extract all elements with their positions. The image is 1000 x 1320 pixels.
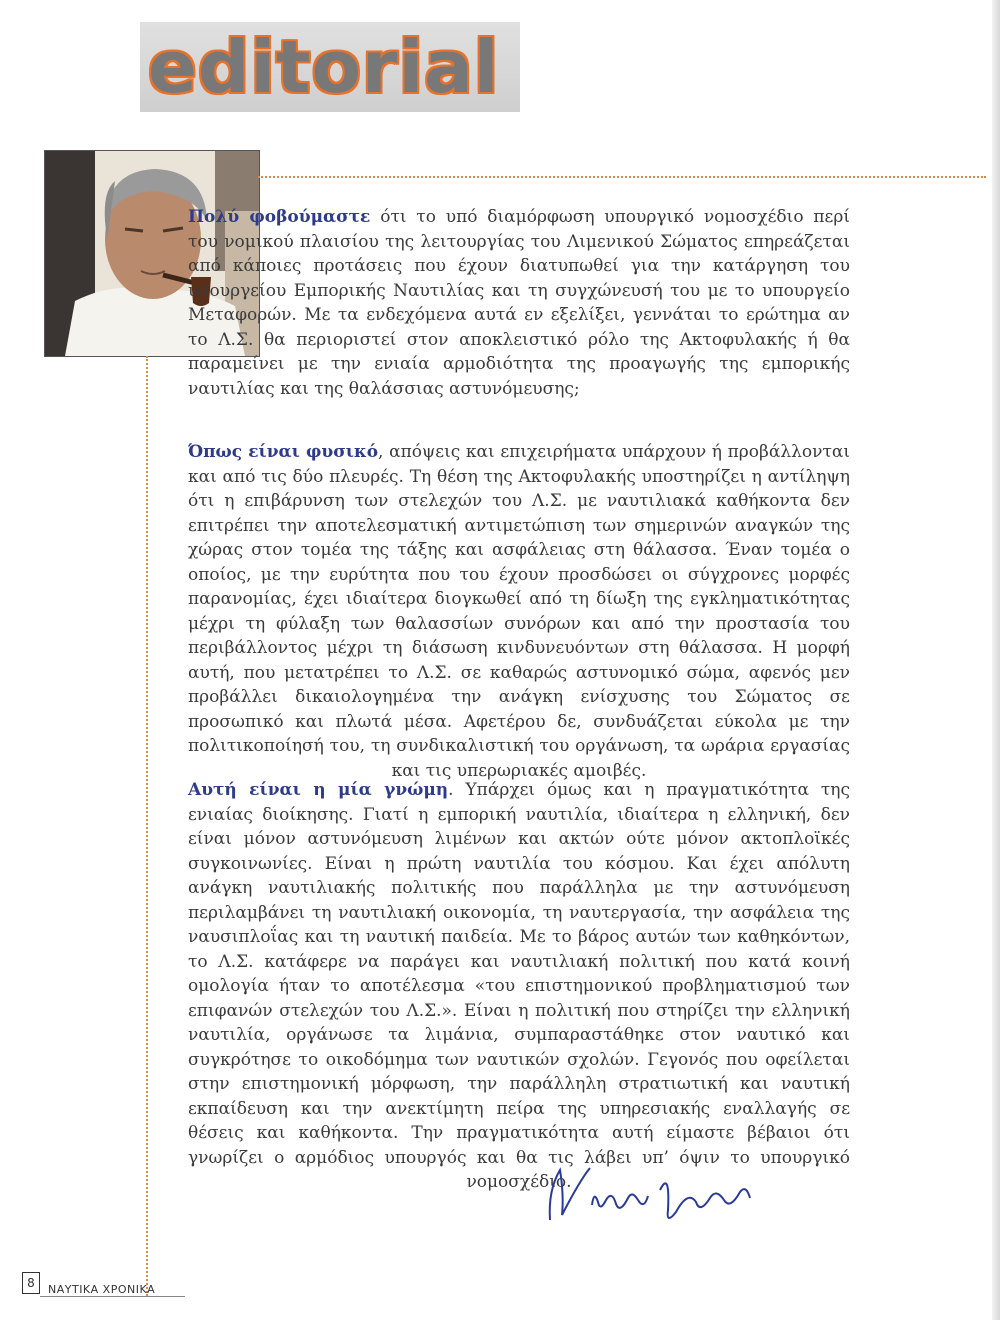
- paragraph-text: ότι το υπό διαμόρφωση υπουργικό νομοσχέδιο περί του νομικού πλαισίου της λειτουργίας του Λιμενικού Σώματος επηρεάζεται από κάποιες προτάσεις που έχουν διατυπωθεί για την κατάργηση του υπουργείου Εμπορικής Ναυτιλίας και τη συγχώνευσή του με το υπουργείο Μεταφορών. Με τα ενδεχόμενα αυτά εν εξελίξει, γεννάται το ερώτημα αν το Λ.Σ. θα περιοριστεί στον αποκλειστικό ρόλο της Ακτοφυλακής ή θα παραμείνει με την ενιαία αρμοδιότητα της προαγωγής της εμπορικής ναυτιλίας και της θαλάσσιας αστυνόμευσης;: [188, 207, 850, 399]
- paragraph-text: . Υπάρχει όμως και η πραγματικότητα της ενιαίας διοίκησης. Γιατί η εμπορική ναυτιλία, ιδιαίτερα η ελληνική, δεν είναι μόνον αστυνόμευση λιμένων και ακτών ούτε μόνον ακτοπλοϊκές συγκοινωνίες. Είναι η πρώτη ναυτιλία του κόσμου. Και έχει απόλυτη ανάγκη ναυτιλιακής πολιτικής που παράλληλα με την αστυνόμευση περιλαμβάνει τη ναυτιλιακή οικονομία, τη ναυτεργασία, την ασφάλεια της ναυσιπλοΐας και τη ναυτική παιδεία. Με το βάρος αυτών των καθηκόντων, το Λ.Σ. κατάφερε να παράγει και ναυτιλιακή πολιτική που κατά κοινή ομολογία ήταν το αποτέλεσμα «του επιστημονικού προβληματισμού των επιφανών στελεχών του Λ.Σ.». Είναι η πολιτική που στηρίζει την ελληνική ναυτιλία, οργάνωσε τα λιμάνια, συμπαραστάθηκε στον ναυτικό και συγκρότησε το οικοδόμημα των ναυτικών σχολών. Γεγονός που οφείλεται στην επιστημονική μόρφωση, την παράλληλη στρατιωτική και ναυτική εκπαίδευση και την ανεκτίμητη πείρα της υπηρεσιακής εναλλαγής σε θέσεις και καθήκοντα. Την πραγματικότητα αυτή είμαστε βέβαιοι ότι γνωρίζει ο αρμόδιος υπουργός και θα τις λάβει υπ’ όψιν το υπουργικό νομοσχέδιο.: [188, 780, 850, 1192]
- paragraph-lead: Όπως είναι φυσικό: [188, 442, 379, 462]
- page-number: 8: [22, 1272, 40, 1294]
- paragraph-text: , απόψεις και επιχειρήματα υπάρχουν ή προβάλλονται και από τις δύο πλευρές. Τη θέση της Ακτοφυλακής υποστηρίζει η αντίληψη ότι η επιβάρυνση των στελεχών του Λ.Σ. με ναυτιλιακά καθήκοντα δεν επιτρέπει την αποτελεσματική αντιμετώπιση των σημερινών αναγκών της χώρας στον τομέα της τάξης και ασφάλειας στη θάλασσα. Έναν τομέα ο οποίος, με την ευρύτητα που του έχουν προσδώσει οι σύγχρονες μορφές παρανομίας, έχει ιδιαίτερα διογκωθεί από τη δίωξη της εγκληματικότητας μέχρι τη φύλαξη των θαλασσίων συνόρων και από την προστασία του περιβάλλοντος μέχρι τη διάσωση κινδυνευόντων στη θάλασσα. Η μορφή αυτή, που μετατρέπει το Λ.Σ. σε καθαρώς αστυνομικό σώμα, αφενός μεν προβάλλει δικαιολογημένα την ανάγκη ενίσχυσης του Σώματος σε προσωπικό και πλωτά μέσα. Αφετέρου δε, συνδυάζεται εύκολα με την πολιτικοποίησή του, τη συνδικαλιστική του οργάνωση, τα ωράρια εργασίας και τις υπερωριακές αμοιβές.: [188, 442, 851, 781]
- article-paragraph-1: [188, 205, 850, 401]
- paragraph-lead: Αυτή είναι η μία γνώμη: [188, 780, 449, 800]
- article-paragraph-3: [188, 778, 850, 1195]
- masthead-title: editorial: [148, 25, 500, 109]
- dotted-rule-vertical: [146, 356, 148, 1296]
- publication-name: ΝΑΥΤΙΚΑ ΧΡΟΝΙΚΑ: [48, 1283, 156, 1296]
- author-signature: [520, 1150, 770, 1240]
- page-edge: [992, 0, 1000, 1320]
- dotted-rule-horizontal: [258, 176, 986, 178]
- article-paragraph-2: [188, 440, 850, 783]
- paragraph-lead: Πολύ φοβούμαστε: [188, 207, 371, 227]
- footer-rule: [40, 1296, 185, 1297]
